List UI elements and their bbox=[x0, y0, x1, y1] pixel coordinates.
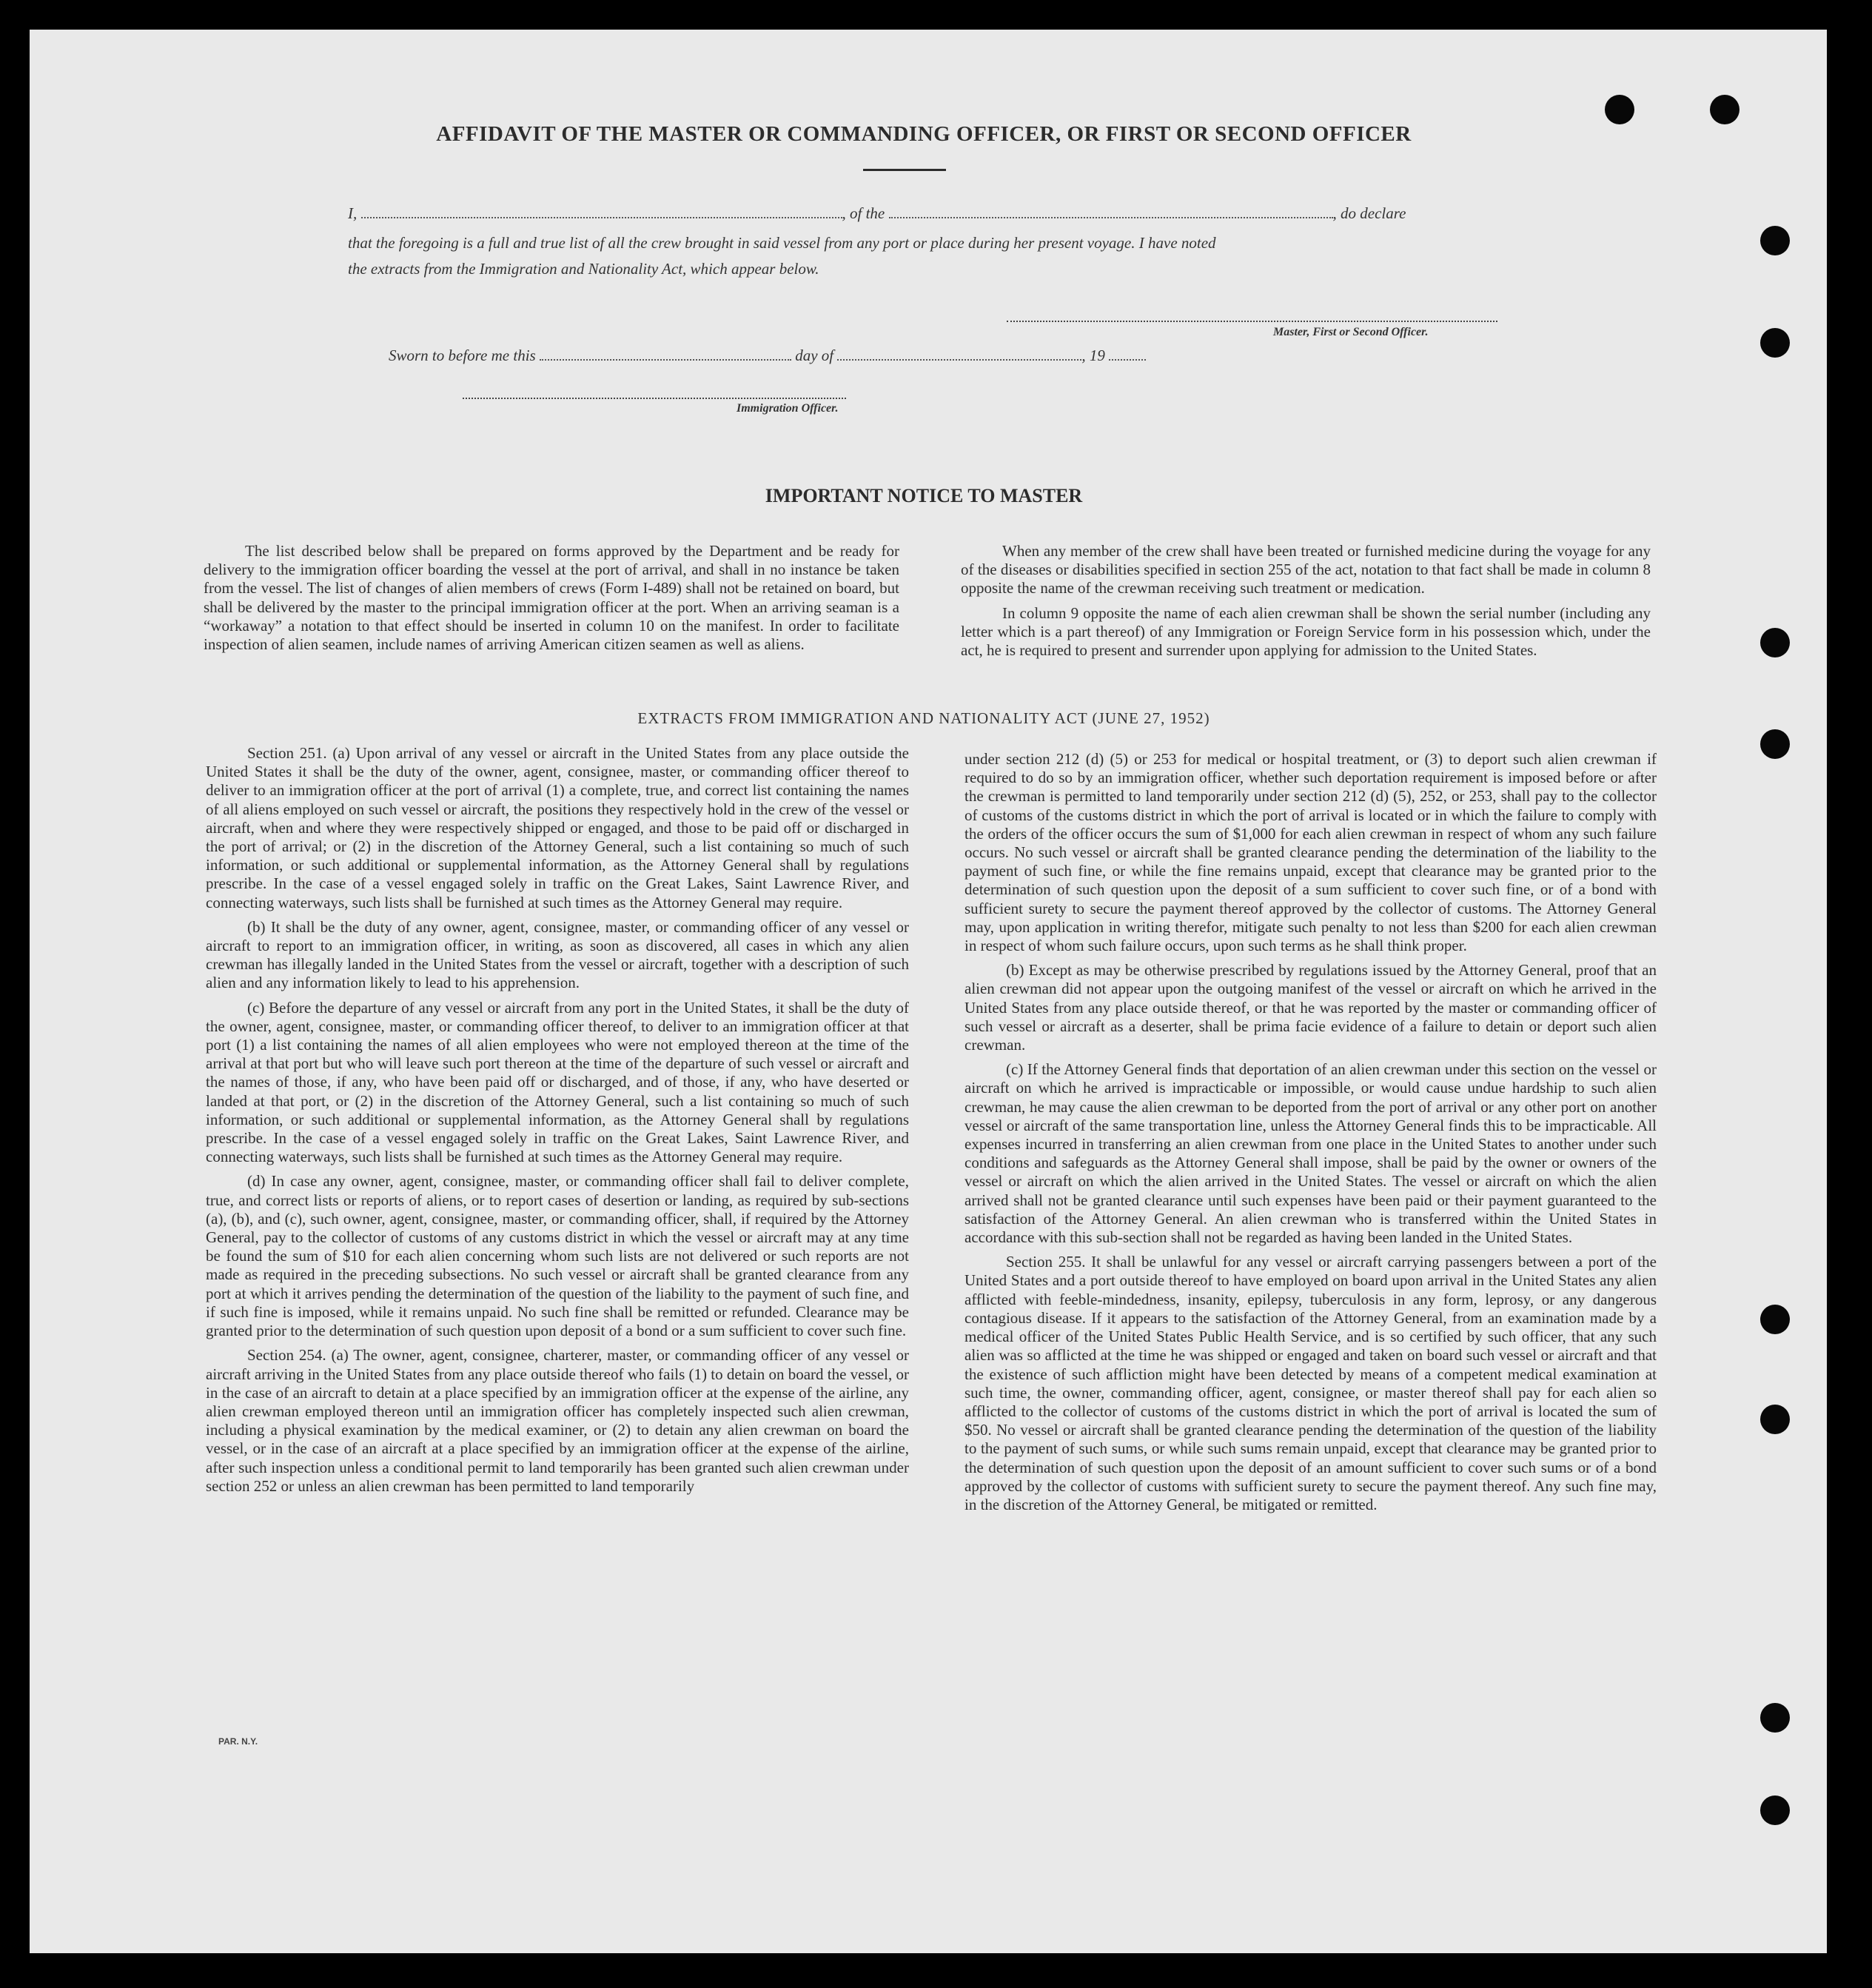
declaration-of-the: , of the bbox=[842, 204, 885, 222]
immigration-officer-signature-line[interactable] bbox=[463, 398, 846, 399]
punch-hole-9 bbox=[1760, 1703, 1790, 1733]
printer-mark: PAR. N.Y. bbox=[218, 1736, 258, 1747]
notice-left-column bbox=[204, 542, 899, 660]
notice-heading: IMPORTANT NOTICE TO MASTER bbox=[765, 485, 1083, 506]
section-251-c: (c) Before the departure of any vessel or aircraft from any port in the United States, it shall be the duty of the owner, agent, consignee, master, or commanding officer thereof, to deliver to an immigration officer at that port (1) a list containing the names of all alien employees who were not employed thereon at the time of the arrival at that port but who will leave such port thereon at the time of the departure of such vessel or aircraft and the names of those, if any, who have been paid off or discharged, and of those, if any, who have deserted or landed at that port, or (2) in the discretion of the Attorney General, such a list containing so much of such information, or such additional or supplemental information, as the Attorney General shall by regulations prescribe. In the case of a vessel engaged solely in traffic on the Great Lakes, Saint Lawrence River, and connecting waterways, such lists shall be furnished at such times as the Attorney General may require. bbox=[206, 998, 909, 1166]
punch-hole-5 bbox=[1760, 628, 1790, 657]
notice-right-column bbox=[961, 542, 1651, 666]
immigration-officer-caption: Immigration Officer. bbox=[737, 402, 839, 415]
section-255: Section 255. It shall be unlawful for any vessel or aircraft carrying passengers between a port of the United States and a port outside thereof to have employed on board upon arrival in the United States any alien afflicted with feeble-mindedness, insanity, epilepsy, tuberculosis in any form, leprosy, or any dangerous contagious disease. If it appears to the satisfaction of the Attorney General, from an examination made by a medical officer of the United States Public Health Service, and is so certified by such officer, that any such alien was so afflicted at the time he was shipped or engaged and taken on board such vessel or aircraft and that the existence of such affliction might have been detected by means of a competent medical examination at such time, the owner, commanding officer, agent, consignee, or master thereof shall pay for each alien so afflicted to the collector of customs of the customs district in which the port of arrival is located the sum of $50. No vessel or aircraft shall be granted clearance pending the determination of the question of the liability to the payment of such sums, or while such sums remain unpaid, except that clearance may be granted prior to the determination of such question upon the deposit of an amount sufficient to cover such sums or of a bond approved by the collector of customs with sufficient surety to secure the payment thereof. Any such fine may, in the discretion of the Attorney General, be mitigated or remitted. bbox=[964, 1253, 1657, 1513]
declaration-line-2: that the foregoing is a full and true list of all the crew brought in said vessel from any port or place during her present voyage. I have noted bbox=[348, 234, 1216, 252]
notice-right-paragraph-1: When any member of the crew shall have been treated or furnished medicine during the voyage for any of the diseases or disabilities specified in section 255 of the act, notation to that fact shall be made in column 8 opposite the name of the crewman receiving such treatment or medication. bbox=[961, 542, 1651, 598]
form-title: AFFIDAVIT OF THE MASTER OR COMMANDING OFFICER, OR FIRST OR SECOND OFFICER bbox=[436, 122, 1412, 146]
section-251-b: (b) It shall be the duty of any owner, agent, consignee, master, or commanding officer of any vessel or aircraft to report to an immigration officer, in writing, as soon as discovered, all cases in which any alien crewman has illegally landed in the United States from the vessel or aircraft, together with a description of such alien and any information likely to lead to his apprehension. bbox=[206, 917, 909, 992]
sworn-month-field[interactable] bbox=[837, 346, 1081, 361]
master-name-field[interactable] bbox=[361, 204, 842, 218]
master-caption: Master, First or Second Officer. bbox=[1273, 326, 1429, 338]
punch-hole-4 bbox=[1760, 328, 1790, 358]
section-254-a-continued: under section 212 (d) (5) or 253 for medical or hospital treatment, or (3) to deport such alien crewman if required to do so by an immigration officer, whether such deportation requirement is imposed before or after the crewman is permitted to land temporarily under section 212 (d) (5), 252, or 253, shall pay to the collector of customs of the customs district in which the port of arrival is located or in which the failure to comply with the orders of the officer occurs the sum of $1,000 for each alien crewman in respect of whom any such failure occurs. No such vessel or aircraft shall be granted clearance pending the determination of the liability to the payment of such fine, or while the fine remains unpaid, except that clearance may be granted prior to the determination of such question upon the deposit of a sum sufficient to cover such fine, or of a bond with sufficient surety to secure the payment thereof approved by the collector of customs. The Attorney General may, upon application in writing therefor, mitigate such penalty to not less than $200 for each alien crewman in respect of whom such failure occurs, upon such terms as he shall think proper. bbox=[964, 750, 1657, 955]
title-rule bbox=[863, 169, 946, 171]
extracts-left-column bbox=[206, 744, 909, 1502]
vessel-name-field[interactable] bbox=[889, 204, 1333, 218]
sworn-day-field[interactable] bbox=[540, 346, 791, 361]
declaration-line-1 bbox=[348, 200, 1503, 227]
sworn-day-of: day of bbox=[795, 347, 834, 364]
punch-hole-3 bbox=[1760, 226, 1790, 255]
section-251-a: Section 251. (a) Upon arrival of any vessel or aircraft in the United States from any place outside the United States it shall be the duty of the owner, agent, consignee, master, or commanding officer thereof to deliver to an immigration officer at the port of arrival (1) a complete, true, and correct list containing the names of all aliens employed on such vessel or aircraft, the positions they respectively hold in the crew of the vessel or aircraft, when and where they were respectively shipped or engaged, and those to be paid off or discharged in the port of arrival; or (2) in the discretion of the Attorney General, such a list containing so much of such information, or such additional or supplemental information, as the Attorney General shall by regulations prescribe. In the case of a vessel engaged solely in traffic on the Great Lakes, Saint Lawrence River, and connecting waterways, such lists shall be furnished at such times as the Attorney General may require. bbox=[206, 744, 909, 911]
sworn-line bbox=[389, 342, 1543, 369]
punch-hole-6 bbox=[1760, 729, 1790, 759]
punch-hole-10 bbox=[1760, 1795, 1790, 1825]
punch-hole-1 bbox=[1605, 95, 1634, 124]
declaration-line-3: the extracts from the Immigration and Nationality Act, which appear below. bbox=[348, 260, 819, 278]
sworn-year-field[interactable] bbox=[1109, 346, 1146, 361]
declaration-do-declare: , do declare bbox=[1332, 204, 1406, 222]
extracts-heading: EXTRACTS FROM IMMIGRATION AND NATIONALITY ACT (JUNE 27, 1952) bbox=[637, 709, 1210, 727]
punch-hole-8 bbox=[1760, 1405, 1790, 1434]
declaration-i-label: I, bbox=[348, 204, 358, 222]
punch-hole-7 bbox=[1760, 1305, 1790, 1334]
section-254-c: (c) If the Attorney General finds that deportation of an alien crewman under this section on the vessel or aircraft on which he arrived is impracticable or impossible, or would cause undue hardship to such alien crewman, he may cause the alien crewman to be deported from the port of arrival or any other port on another vessel or aircraft of the same transportation line, unless the Attorney General finds this to be impracticable. All expenses incurred in transferring an alien crewman from one place in the United States to another under such conditions and safeguards as the Attorney General shall impose, shall be paid by the owner or owners of the vessel or aircraft on which the alien arrived in the United States. The vessel or aircraft on which the alien arrived shall not be granted clearance until such expenses have been paid or their payment guaranteed to the satisfaction of the Attorney General. An alien crewman who is transferred within the United States in accordance with this sub-section shall not be regarded as having been landed in the United States. bbox=[964, 1060, 1657, 1247]
master-signature-line[interactable] bbox=[1007, 321, 1497, 322]
section-254-a: Section 254. (a) The owner, agent, consignee, charterer, master, or commanding officer of any vessel or aircraft arriving in the United States from any place outside thereof who fails (1) to detain on board the vessel, or in the case of an aircraft to detain at a place specified by an immigration officer at the expense of the airline, any alien crewman employed thereon until an immigration officer has completely inspected such alien crewman, including a physical examination by the medical examiner, or (2) to detain any alien crewman on board the vessel, or in the case of an aircraft at a place specified by an immigration officer at the expense of the airline, after such inspection unless a conditional permit to land temporarily has been granted such alien crewman under section 252 or unless an alien crewman has been permitted to land temporarily bbox=[206, 1346, 909, 1495]
section-251-d: (d) In case any owner, agent, consignee, master, or commanding officer shall fail to deliver complete, true, and correct lists or reports of aliens, or to report cases of desertion or landing, as required by sub-sections (a), (b), and (c), such owner, agent, consignee, master, or commanding officer, shall, if required by the Attorney General, pay to the collector of customs of any customs district in which the vessel or aircraft may at any time be found the sum of $10 for each alien concerning whom such lists are not delivered or such reports are not made as required in the preceding subsections. No such vessel or aircraft shall be granted clearance from any port at which it arrives pending the determination of the question of the liability to the payment of such fine, and if such fine is imposed, while it remains unpaid. No such fine shall be remitted or refunded. Clearance may be granted prior to the determination of such question upon deposit of a bond or a sum sufficient to cover such fine. bbox=[206, 1172, 909, 1340]
sworn-label: Sworn to before me this bbox=[389, 347, 536, 364]
extracts-right-column bbox=[964, 750, 1657, 1520]
notice-right-paragraph-2: In column 9 opposite the name of each alien crewman shall be shown the serial number (including any letter which is a part thereof) of any Immigration or Foreign Service form in his possession which, under the act, he is required to present and surrender upon applying for admission to the United States. bbox=[961, 603, 1651, 660]
sworn-year-prefix: , 19 bbox=[1081, 347, 1105, 364]
section-254-b: (b) Except as may be otherwise prescribed by regulations issued by the Attorney General, proof that an alien crewman did not appear upon the outgoing manifest of the vessel or aircraft on which he arrived in the United States from any place outside thereof, or that he was reported by the master or commanding officer of such vessel or aircraft as a deserter, shall be prima facie evidence of a failure to detain or deport such alien crewman. bbox=[964, 961, 1657, 1054]
notice-left-paragraph: The list described below shall be prepared on forms approved by the Department and be ready for delivery to the immigration officer boarding the vessel at the port of arrival, and shall in no instance be taken from the vessel. The list of changes of alien members of crews (Form I-489) shall not be retained on board, but shall be delivered by the master to the principal immigration officer at the port. When an arriving seaman is a “workaway” a notation to that effect should be inserted in column 10 on the manifest. In order to facilitate inspection of alien seamen, include names of arriving American citizen seamen as well as aliens. bbox=[204, 542, 899, 654]
punch-hole-2 bbox=[1710, 95, 1740, 124]
